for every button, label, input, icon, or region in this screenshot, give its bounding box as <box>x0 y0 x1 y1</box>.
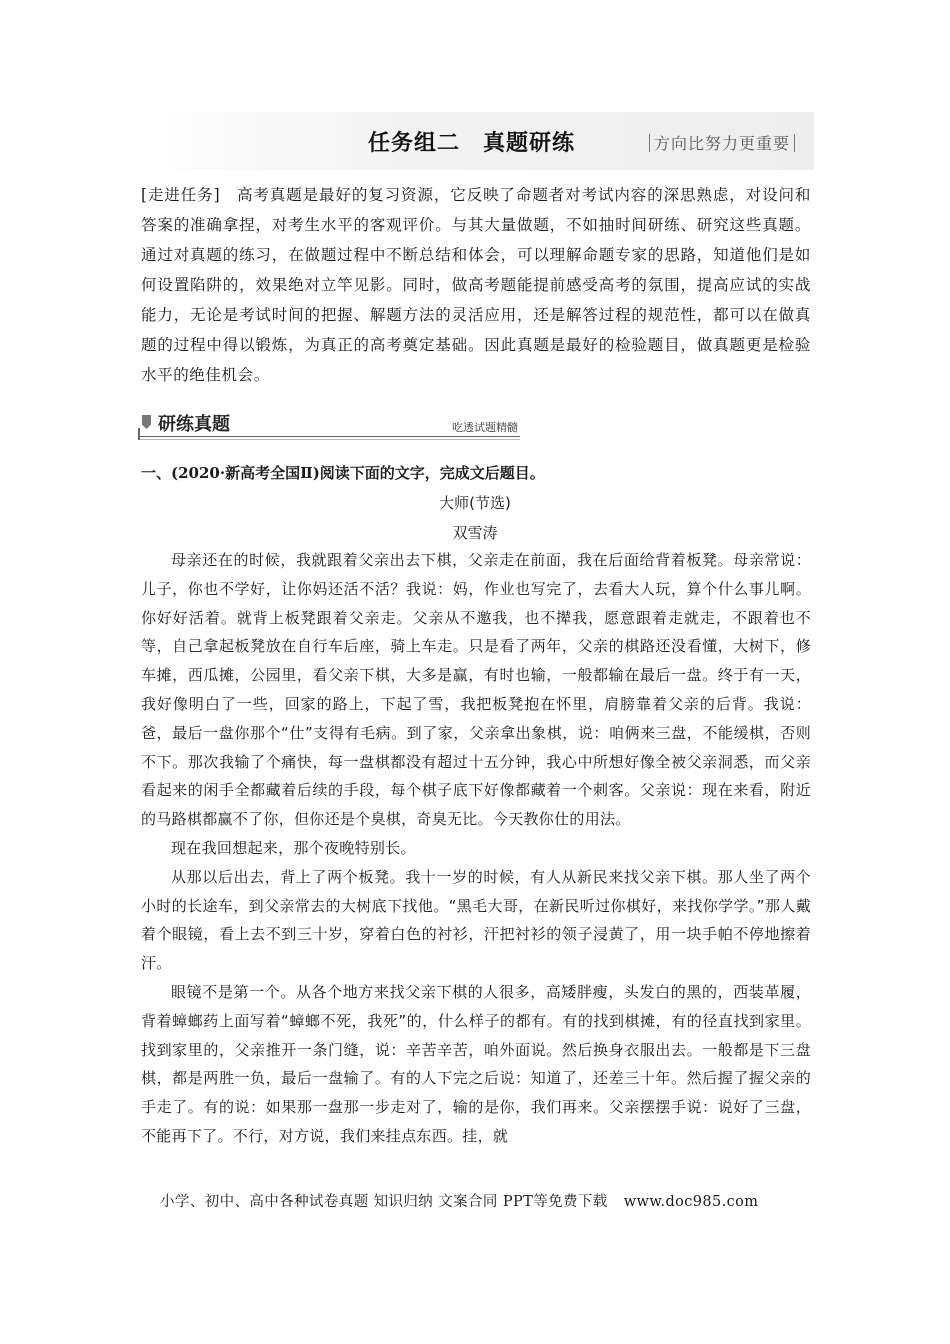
section-marker-icon <box>142 415 151 429</box>
question-prompt: 一、(2020·新高考全国Ⅱ)阅读下面的文字，完成文后题目。 <box>141 464 545 482</box>
article-body <box>141 546 811 1151</box>
section-title: 研练真题 <box>158 414 230 435</box>
motto-text: 方向比努力更重要 <box>654 134 791 153</box>
section-rule-shadow <box>138 439 520 440</box>
motto-divider <box>794 134 795 152</box>
article-paragraph: 母亲还在的时候，我就跟着父亲出去下棋，父亲走在前面，我在后面给背着板凳。母亲常说：儿子，你也不学好，让你妈还活不活？我说：妈，作业也写完了，去看大人玩，算个什么事儿啊。你好好活着。就背上板凳跟着父亲走。父亲从不邀我，也不撵我，愿意跟着走就走，不跟着也不等，自己拿起板凳放在自行车后座，骑上车走。只是看了两年，父亲的棋路还没看懂，大树下，修车摊，西瓜摊，公园里，看父亲下棋，大多是赢，有时也输，一般都输在最后一盘。终于有一天，我好像明白了一些，回家的路上，下起了雪，我把板凳抱在怀里，肩膀靠着父亲的后背。我说：爸，最后一盘你那个“仕”支得有毛病。到了家，父亲拿出象棋，说：咱俩来三盘，不能缓棋，否则不下。那次我输了个痛快，每一盘棋都没有超过十五分钟，我心中所想好像全被父亲洞悉，而父亲看起来的闲手全都藏着后续的手段，每个棋子底下好像都藏着一个刺客。父亲说：现在来看，附近的马路棋都赢不了你，但你还是个臭棋，奇臭无比。今天教你仕的用法。 <box>141 551 811 829</box>
section-rule <box>138 436 520 437</box>
article-paragraph: 眼镜不是第一个。从各个地方来找父亲下棋的人很多，高矮胖瘦，头发白的黑的，西装革履，背着蟑螂药上面写着“蟑螂不死，我死”的，什么样子的都有。有的找到棋摊，有的径直找到家里。找到家里的，父亲推开一条门缝，说：辛苦辛苦，咱外面说。然后换身衣服出去。一般都是下三盘棋，都是两胜一负，最后一盘输了。有的人下完之后说：知道了，还差三十年。然后握了握父亲的手走了。有的说：如果那一盘那一步走对了，输的是你，我们再来。父亲摆摆手说：说好了三盘，不能再下了。不行，对方说，我们来挂点东西。挂，就 <box>141 982 811 1145</box>
section-subtitle: 吃透试题精髓 <box>452 421 518 434</box>
article-paragraph: 从那以后出去，背上了两个板凳。我十一岁的时候，有人从新民来找父亲下棋。那人坐了两个小时的长途车，到父亲常去的大树底下找他。“黑毛大哥，在新民听过你棋好，来找你学学。”那人戴着个眼镜，看上去不到三十岁，穿着白色的衬衫，汗把衬衫的领子浸黄了，用一块手帕不停地擦着汗。 <box>141 867 811 973</box>
article-paragraph: 现在我回想起来，那个夜晚特别长。 <box>171 838 416 857</box>
intro-paragraph: [走进任务] 高考真题是最好的复习资源，它反映了命题者对考试内容的深思熟虑，对设问和答案的准确拿捏，对考生水平的客观评价。与其大量做题，不如抽时间研练、研究这些真题。通过对真题的练习，在做题过程中不断总结和体会，可以理解命题专家的思路，知道他们是如何设置陷阱的，效果绝对立竿见影。同时，做高考题能提前感受高考的氛围，提高应试的实战能力，无论是考试时间的把握、解题方法的灵活应用，还是解答过程的规范性，都可以在做真题的过程中得以锻炼，为真正的高考奠定基础。因此真题是最好的检验题目，做真题更是检验水平的绝佳机会。 <box>141 186 812 384</box>
footer-url[interactable]: www.doc985.com <box>623 1194 759 1210</box>
footer <box>160 1190 800 1211</box>
footer-text: 小学、初中、高中各种试卷真题 知识归纳 文案合同 PPT等免费下载 <box>160 1194 608 1210</box>
page-title: 任务组二 真题研练 <box>368 131 576 156</box>
section-heading <box>138 408 520 438</box>
header-motto <box>645 131 799 154</box>
article-author: 双雪涛 <box>452 524 498 542</box>
article-title: 大师(节选) <box>439 494 511 512</box>
section-rule-tick <box>138 428 140 440</box>
motto-divider <box>649 134 650 152</box>
